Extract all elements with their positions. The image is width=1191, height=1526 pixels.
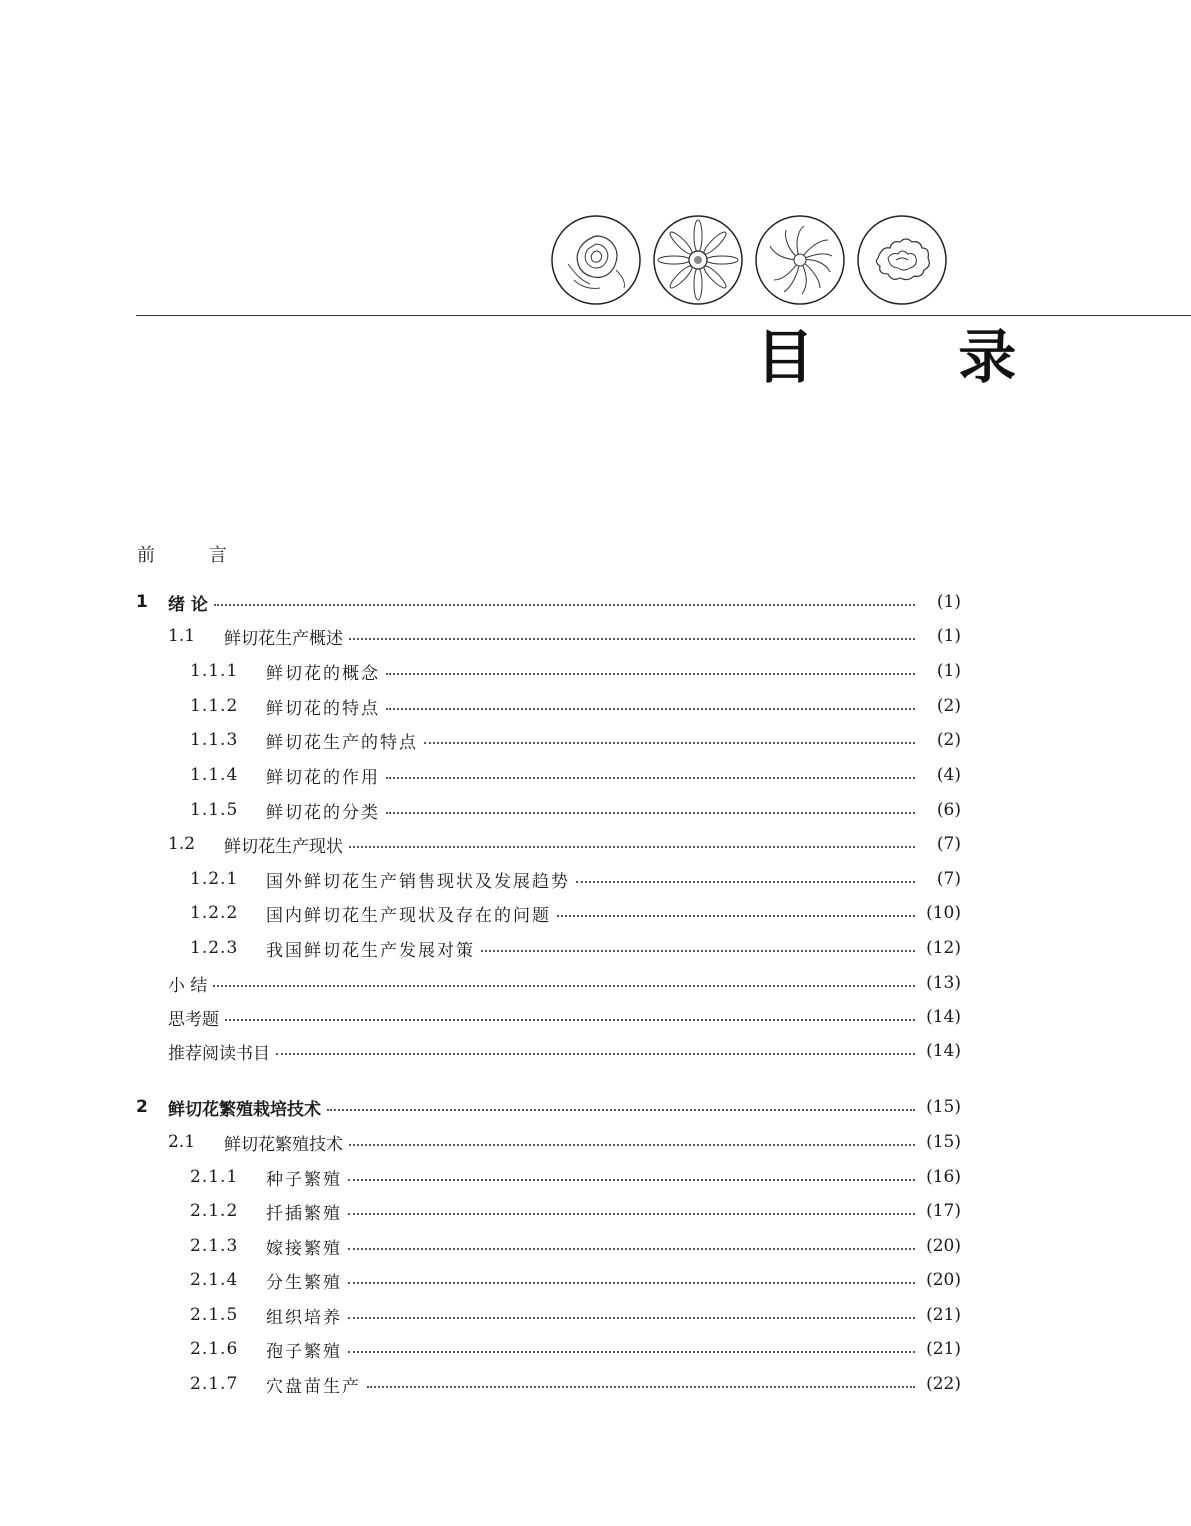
toc-entry-number: 1.1.3 [190,730,239,750]
dot-leader [386,708,915,710]
toc-entry-page: (14) [926,1007,961,1027]
toc-entry-number: 2.1.5 [190,1305,239,1325]
dot-leader [481,950,915,952]
toc-entry-page: (12) [926,938,961,958]
toc-entry-page: (21) [926,1305,961,1325]
toc-entry-page: (1) [936,661,961,681]
toc-entry[interactable] [190,1267,961,1293]
gerbera-icon [652,214,744,306]
dot-leader [386,777,915,779]
dot-leader [213,985,915,987]
toc-entry[interactable] [190,1198,961,1224]
toc-entry-title: 鲜切花的概念 [266,663,380,684]
dot-leader [386,673,915,675]
toc-entry[interactable] [190,762,961,788]
toc-entry-title: 鲜切花生产现状 [224,836,343,857]
toc-entry[interactable] [190,866,961,892]
dot-leader [214,604,915,606]
toc-entry-page: (1) [936,592,961,612]
dot-leader [367,1386,915,1388]
toc-entry-page: (1) [936,626,961,646]
toc-entry-title: 分生繁殖 [266,1272,342,1293]
toc-entry-page: (6) [936,800,961,820]
toc-entry-number: 1.1.2 [190,696,239,716]
dot-leader [349,1144,915,1146]
toc-entry-page: (22) [926,1374,961,1394]
dot-leader [348,1213,915,1215]
toc-entry-title: 扦插繁殖 [266,1203,342,1224]
toc-entry-page: (13) [926,973,961,993]
toc-entry[interactable] [168,1129,961,1155]
toc-entry-title: 推荐阅读书目 [168,1043,270,1064]
toc-entry[interactable] [168,1004,961,1030]
toc-entry-page: (7) [936,869,961,889]
carnation-icon [856,214,948,306]
toc-entry-page: (16) [926,1167,961,1187]
dot-leader [327,1109,915,1111]
toc-entry-title: 鲜切花的特点 [266,698,380,719]
toc-entry-title: 孢子繁殖 [266,1341,342,1362]
toc-entry[interactable] [190,1336,961,1362]
toc-entry-number: 1.1 [168,626,196,646]
dot-leader [349,638,915,640]
toc-entry[interactable] [168,1038,961,1064]
toc-entry-title: 绪 论 [168,594,208,615]
toc-entry[interactable] [136,1094,961,1120]
dot-leader [576,881,915,883]
toc-entry-page: (20) [926,1236,961,1256]
rose-icon [550,214,642,306]
toc-entry[interactable] [190,1233,961,1259]
toc-entry-number: 2 [136,1097,148,1117]
toc-entry-page: (4) [936,765,961,785]
toc-entry-page: (10) [926,903,961,923]
toc-entry-page: (14) [926,1041,961,1061]
chrysanthemum-icon [754,214,846,306]
toc-entry[interactable] [190,797,961,823]
toc-entry-number: 2.1 [168,1132,196,1152]
toc-entry-number: 2.1.2 [190,1201,239,1221]
dot-leader [348,1282,915,1284]
toc-entry[interactable] [190,935,961,961]
dot-leader [276,1053,915,1055]
page-title: 目 录 [756,323,1079,391]
toc-entry-title: 国内鲜切花生产现状及存在的问题 [266,905,551,926]
toc-entry[interactable] [168,970,961,996]
toc-entry-title: 思考题 [168,1009,219,1030]
toc-entry-page: (20) [926,1270,961,1290]
toc-entry-title: 鲜切花繁殖技术 [224,1134,343,1155]
dot-leader [348,1248,915,1250]
toc-entry-page: (2) [936,730,961,750]
dot-leader [348,1179,915,1181]
toc-entry-title: 嫁接繁殖 [266,1238,342,1259]
dot-leader [424,742,915,744]
toc-entry-page: (21) [926,1339,961,1359]
toc-entry-title: 鲜切花的分类 [266,802,380,823]
toc-entry-number: 2.1.4 [190,1270,239,1290]
toc-entry-page: (17) [926,1201,961,1221]
toc-entry-number: 2.1.1 [190,1167,239,1187]
toc-entry-number: 1.2.2 [190,903,239,923]
dot-leader [348,1351,915,1353]
toc-entry-number: 2.1.3 [190,1236,239,1256]
toc-entry-title: 鲜切花生产概述 [224,628,343,649]
toc-entry[interactable] [168,623,961,649]
dot-leader [349,846,915,848]
toc-entry-title: 鲜切花的作用 [266,767,380,788]
toc-entry[interactable] [190,1302,961,1328]
toc-entry[interactable] [190,693,961,719]
toc-entry-number: 2.1.6 [190,1339,239,1359]
toc-entry-page: (15) [926,1132,961,1152]
toc-entry-title: 鲜切花繁殖栽培技术 [168,1099,321,1120]
dot-leader [225,1019,915,1021]
toc-entry-number: 1.1.1 [190,661,239,681]
toc-entry-page: (15) [926,1097,961,1117]
flower-medallions [550,214,950,310]
toc-entry-title: 我国鲜切花生产发展对策 [266,940,475,961]
toc-entry-number: 2.1.7 [190,1374,239,1394]
toc-entry-title: 小 结 [168,975,208,996]
toc-entry-title: 种子繁殖 [266,1169,342,1190]
toc-entry-number: 1 [136,592,148,612]
toc-entry[interactable] [190,900,961,926]
toc-entry[interactable] [190,1371,961,1397]
toc-entry-number: 1.2.3 [190,938,239,958]
dot-leader [557,915,915,917]
toc-entry-page: (7) [936,834,961,854]
toc-entry-title: 国外鲜切花生产销售现状及发展趋势 [266,871,570,892]
toc-entry-number: 1.1.5 [190,800,239,820]
toc-entry-number: 1.1.4 [190,765,239,785]
toc-entry[interactable] [190,727,961,753]
toc-entry-number: 1.2.1 [190,869,239,889]
header-rule [136,315,1191,316]
toc-entry[interactable] [136,589,961,615]
toc-entry-title: 组织培养 [266,1307,342,1328]
toc-preface[interactable]: 前 言 [137,545,251,566]
toc-entry[interactable] [190,658,961,684]
toc-entry-number: 1.2 [168,834,196,854]
toc-entry-title: 穴盘苗生产 [266,1376,361,1397]
dot-leader [386,812,915,814]
toc-entry-title: 鲜切花生产的特点 [266,732,418,753]
toc-entry[interactable] [168,831,961,857]
toc-entry-page: (2) [936,696,961,716]
toc-entry[interactable] [190,1164,961,1190]
dot-leader [348,1317,915,1319]
